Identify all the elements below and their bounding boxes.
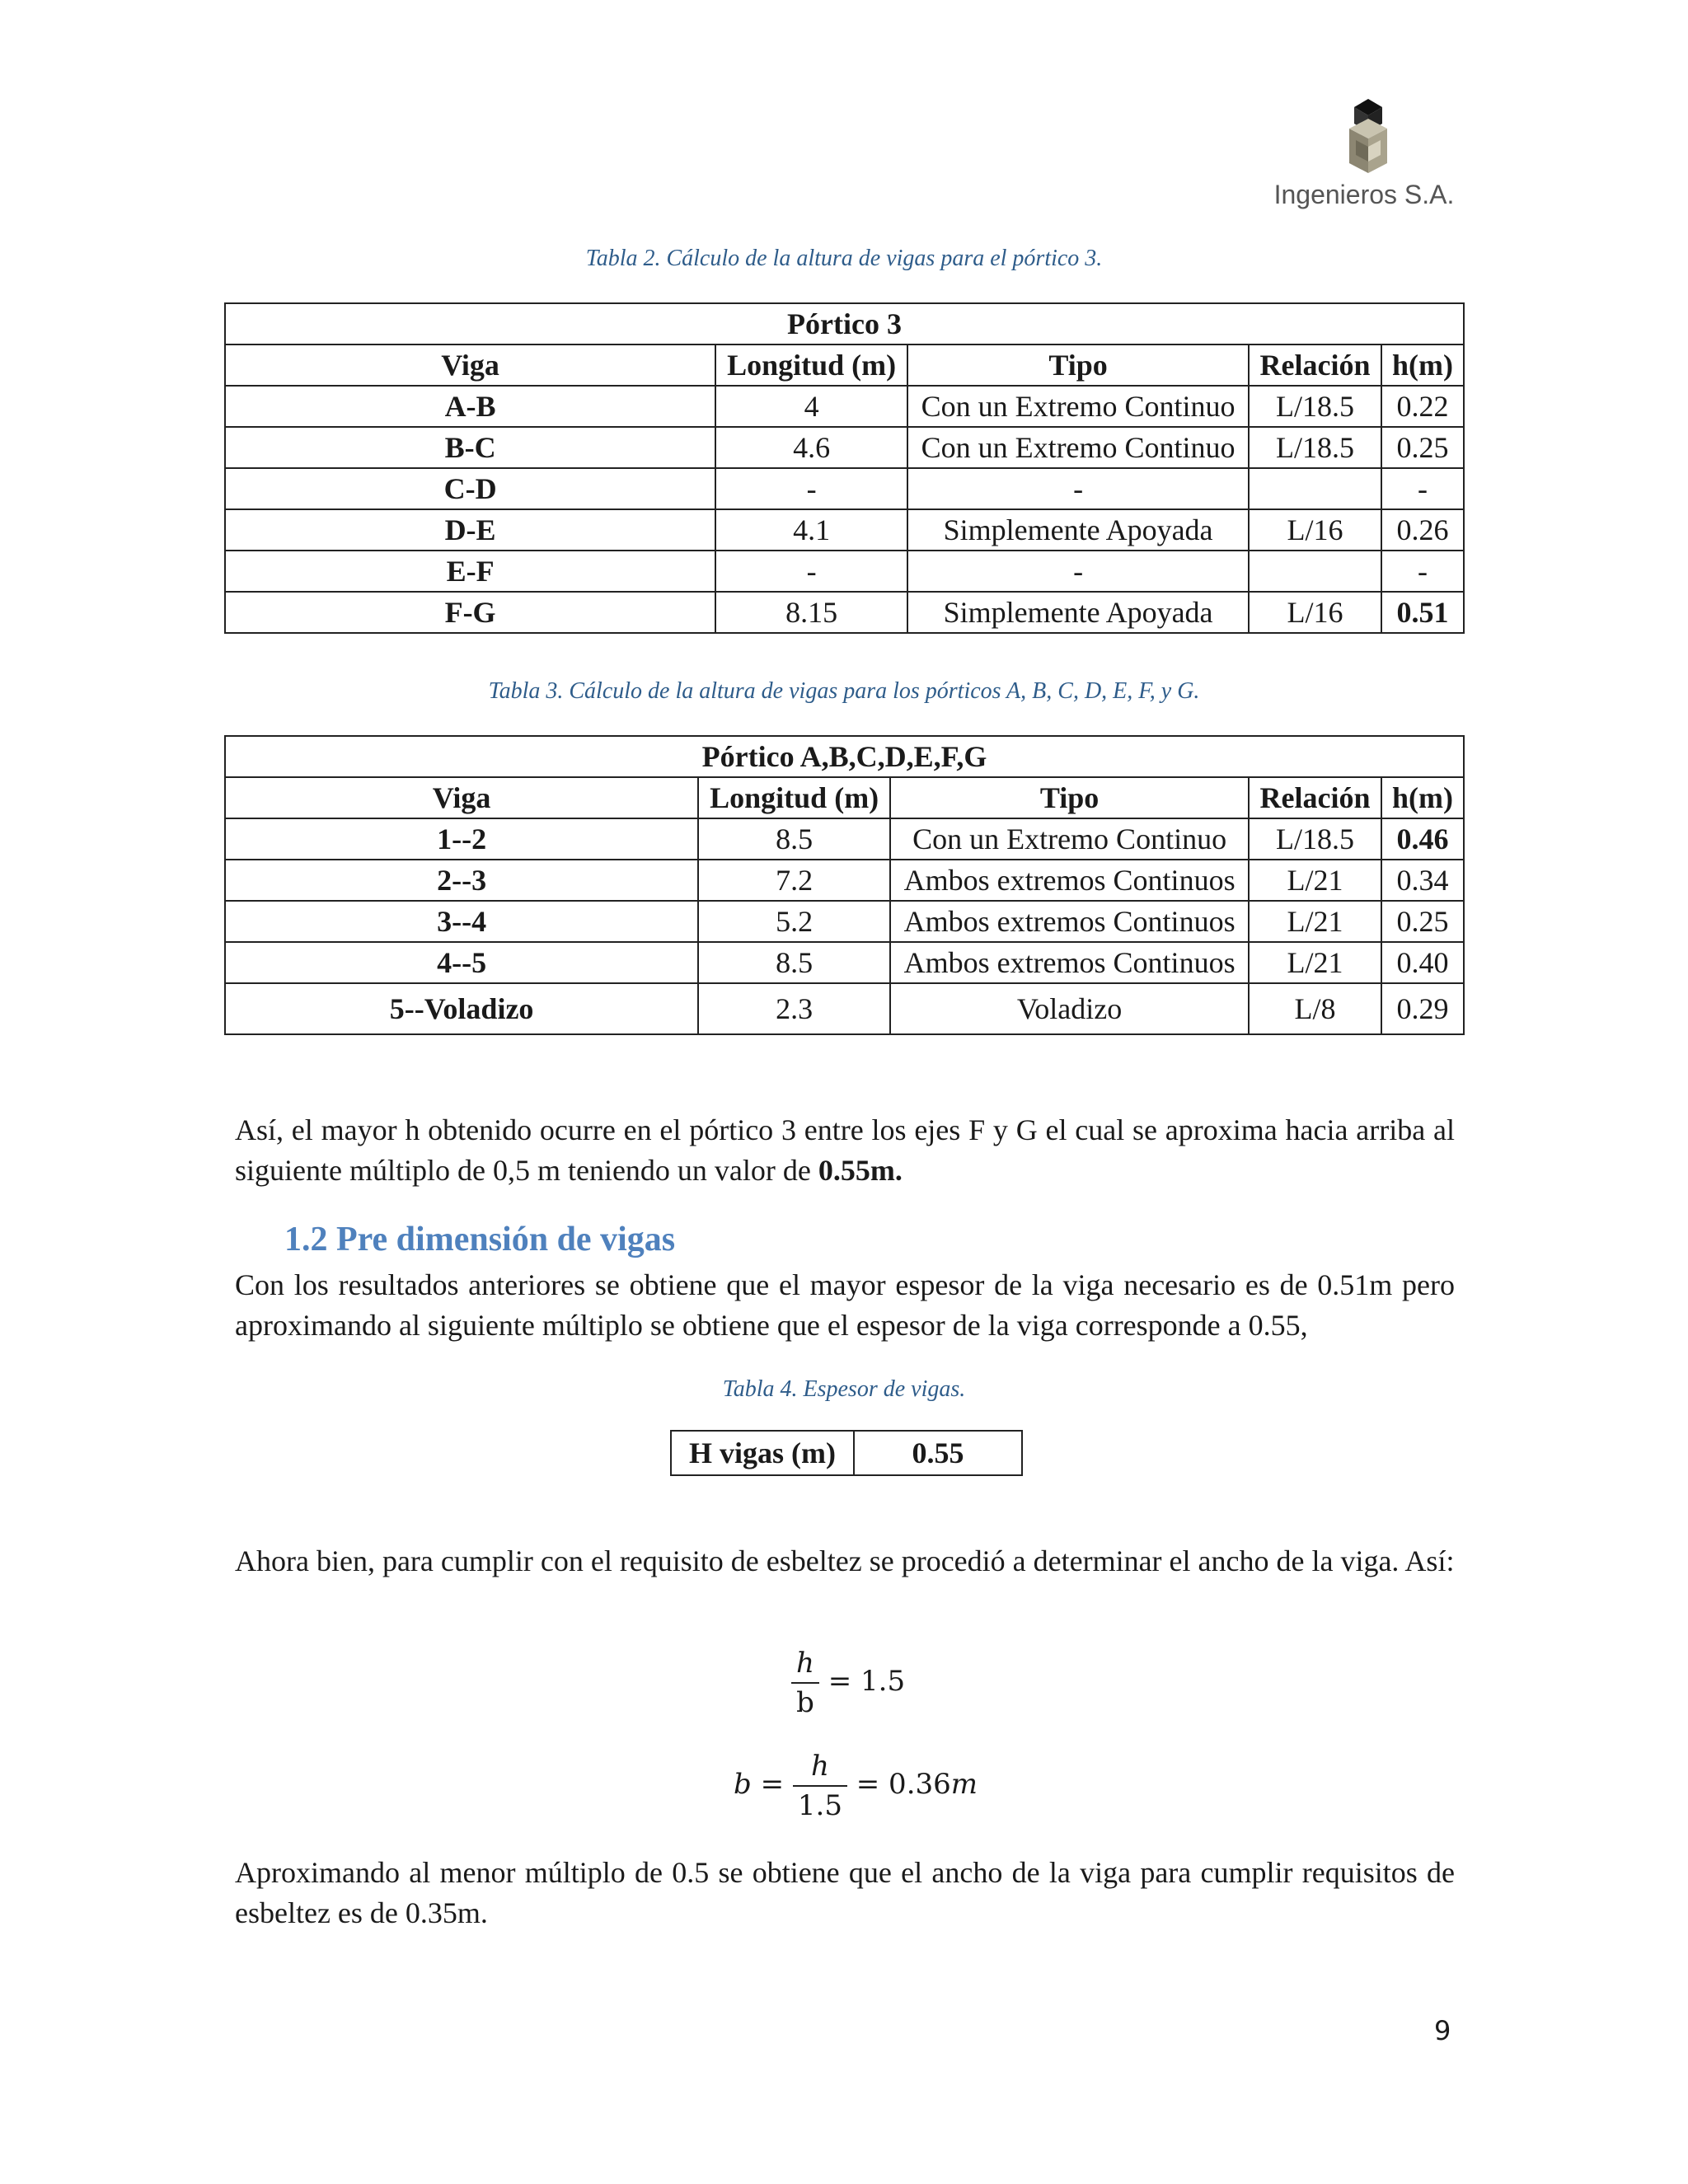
cell: - [1381,468,1464,509]
table-header-row [225,777,1464,818]
cell: 3--4 [225,901,698,942]
header-cell: h(m) [1381,344,1464,386]
cell: 8.5 [698,818,890,860]
cell: Con un Extremo Continuo [907,427,1249,468]
cell: Con un Extremo Continuo [907,386,1249,427]
denominator: b [796,1686,814,1719]
header-cell: Relación [1249,777,1381,818]
denominator: 1.5 [797,1789,842,1822]
table-porticos-a-g [224,735,1465,1035]
header-cell: Relación [1249,344,1381,386]
header-cell: Longitud (m) [698,777,890,818]
cell: L/16 [1249,592,1381,633]
cell [1249,468,1381,509]
table2-caption: Tabla 2. Cálculo de la altura de vigas para el pórtico 3. [585,246,1103,271]
table-row [225,983,1464,1034]
paragraph-width-result: Aproximando al menor múltiplo de 0.5 se obtiene que el ancho de la viga para cumplir requisitos de esbeltez es de 0.35m. [235,1856,1455,1929]
cell: E-F [225,551,715,592]
cell: L/21 [1249,901,1381,942]
cell: L/16 [1249,509,1381,551]
cell: Ambos extremos Continuos [890,860,1249,901]
table-beam-height [670,1430,1023,1476]
table-row [225,551,1464,592]
section-heading: 1.2 Pre dimensión de vigas [284,1221,676,1258]
cell-label: H vigas (m) [671,1431,854,1475]
table-header-row [225,344,1464,386]
cell: 4.1 [715,509,907,551]
cell: L/21 [1249,860,1381,901]
table-row [225,818,1464,860]
cell-value: 0.55 [854,1431,1022,1475]
cell: L/18.5 [1249,818,1381,860]
cell: 8.5 [698,942,890,983]
table-row [225,592,1464,633]
cell: Voladizo [890,983,1249,1034]
company-logo [1273,97,1455,221]
table-row [225,860,1464,901]
cell: 0.25 [1381,901,1464,942]
cell: - [715,551,907,592]
cell: F-G [225,592,715,633]
cell: L/18.5 [1249,427,1381,468]
equation-rhs: = 0.36 [856,1768,951,1801]
table-row [225,427,1464,468]
cell: - [907,468,1249,509]
cell: - [907,551,1249,592]
header-cell: Tipo [907,344,1249,386]
cell: 0.25 [1381,427,1464,468]
equation-rhs: = 1.5 [828,1665,906,1698]
cell: Ambos extremos Continuos [890,901,1249,942]
table-title: Pórtico 3 [225,303,1464,344]
cell: 0.22 [1381,386,1464,427]
cell: 7.2 [698,860,890,901]
cell: 8.15 [715,592,907,633]
cell-highlight: 0.51 [1381,592,1464,633]
cell: Ambos extremos Continuos [890,942,1249,983]
cube-logo-icon [1331,97,1405,176]
table3-caption: Tabla 3. Cálculo de la altura de vigas para los pórticos A, B, C, D, E, F, y G. [488,678,1200,704]
cell: 0.40 [1381,942,1464,983]
header-cell: Tipo [890,777,1249,818]
cell: - [715,468,907,509]
fraction [793,1747,847,1825]
cell: Con un Extremo Continuo [890,818,1249,860]
cell: 5--Voladizo [225,983,698,1034]
table-portico-3 [224,302,1465,634]
paragraph-bold-value: 0.55m. [818,1154,903,1187]
cell: Simplemente Apoyada [907,592,1249,633]
cell [1249,551,1381,592]
equation-width [734,1747,978,1825]
cell: A-B [225,386,715,427]
page-number: 9 [1434,2015,1451,2046]
cell: D-E [225,509,715,551]
paragraph-result [235,1110,1455,1191]
paragraph-text: Así, el mayor h obtenido ocurre en el pórtico 3 entre los ejes F y G el cual se aproxima hacia arriba al siguiente múltiplo de 0,5 m teniendo un valor de [235,1113,1455,1187]
equation-unit: m [950,1768,978,1801]
cell: L/8 [1249,983,1381,1034]
table-row [225,509,1464,551]
cell: 4 [715,386,907,427]
cell: L/18.5 [1249,386,1381,427]
numerator: h [793,1747,847,1787]
cell: 0.29 [1381,983,1464,1034]
cell: B-C [225,427,715,468]
cell: 4.6 [715,427,907,468]
cell: - [1381,551,1464,592]
table4-caption: Tabla 4. Espesor de vigas. [722,1376,966,1402]
paragraph-thickness: Con los resultados anteriores se obtiene que el mayor espesor de la viga necesario es de 0.51m pero aproximando al siguiente múltiplo se obtiene que el espesor de la viga corresponde a 0.55, [235,1268,1455,1342]
paragraph-slenderness: Ahora bien, para cumplir con el requisito de esbeltez se procedió a determinar el ancho de la viga. Así: [235,1544,1455,1577]
numerator: h [791,1644,819,1684]
table-row [225,386,1464,427]
cell: C-D [225,468,715,509]
cell: L/21 [1249,942,1381,983]
table-title: Pórtico A,B,C,D,E,F,G [225,736,1464,777]
cell: 4--5 [225,942,698,983]
header-cell: Viga [225,777,698,818]
fraction [791,1644,819,1722]
company-name: Ingenieros S.A. [1273,180,1455,209]
cell: Simplemente Apoyada [907,509,1249,551]
cell: 1--2 [225,818,698,860]
table-row [225,901,1464,942]
cell: 5.2 [698,901,890,942]
header-cell: Longitud (m) [715,344,907,386]
equation-lhs: b = [734,1768,785,1801]
header-cell: h(m) [1381,777,1464,818]
cell: 2--3 [225,860,698,901]
cell-highlight: 0.46 [1381,818,1464,860]
cell: 0.26 [1381,509,1464,551]
header-cell: Viga [225,344,715,386]
cell: 0.34 [1381,860,1464,901]
cell: 2.3 [698,983,890,1034]
table-row [225,468,1464,509]
table-row [225,942,1464,983]
equation-ratio [791,1644,905,1722]
